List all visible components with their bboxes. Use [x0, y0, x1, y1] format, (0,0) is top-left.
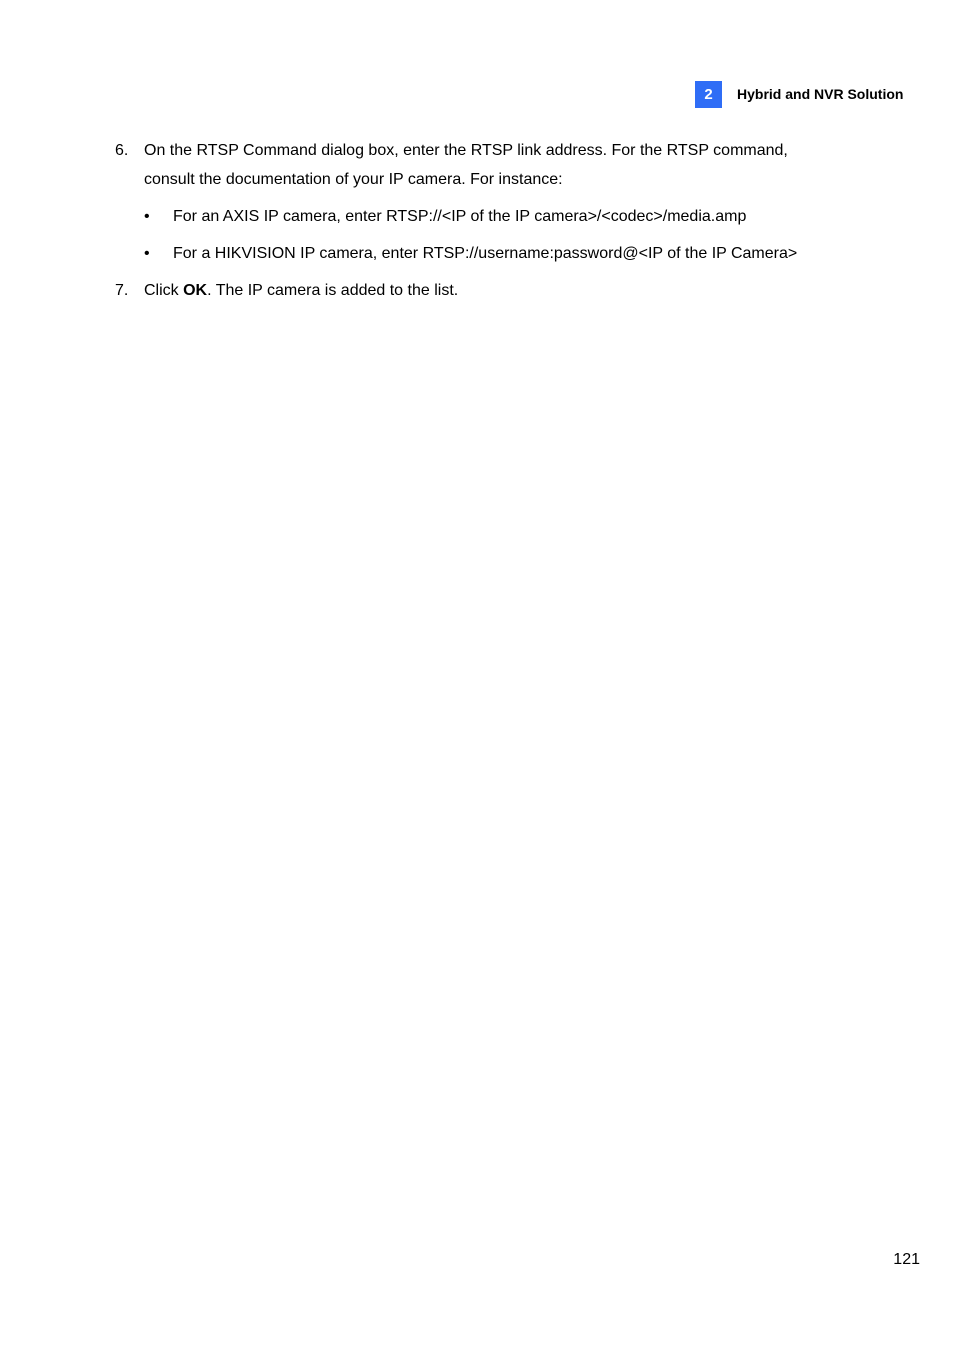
- step-6: [115, 136, 824, 194]
- page-number: 121: [893, 1251, 920, 1268]
- bullet-text: For a HIKVISION IP camera, enter RTSP://username:password@<IP of the IP Camera>: [173, 245, 798, 262]
- bullet-item-hikvision: [144, 244, 797, 264]
- bullet-icon: •: [144, 208, 150, 225]
- bullet-text: For an AXIS IP camera, enter RTSP://<IP of the IP camera>/<codec>/media.amp: [173, 208, 747, 225]
- step-text: On the RTSP Command dialog box, enter the RTSP link address. For the RTSP command, consult the documentation of your IP camera. For instance:: [144, 142, 788, 188]
- step-number: 6.: [115, 142, 129, 159]
- chapter-number-badge: 2: [695, 81, 722, 108]
- chapter-title: Hybrid and NVR Solution: [737, 85, 904, 102]
- step-text-before: Click: [144, 282, 184, 299]
- step-7: [115, 276, 824, 305]
- step-number: 7.: [115, 282, 129, 299]
- ok-term: OK: [183, 282, 208, 299]
- bullet-icon: •: [144, 245, 150, 262]
- step-text: [144, 276, 824, 305]
- chapter-header: [695, 81, 903, 108]
- bullet-item-axis: [144, 207, 746, 227]
- step-text-after: . The IP camera is added to the list.: [207, 282, 459, 299]
